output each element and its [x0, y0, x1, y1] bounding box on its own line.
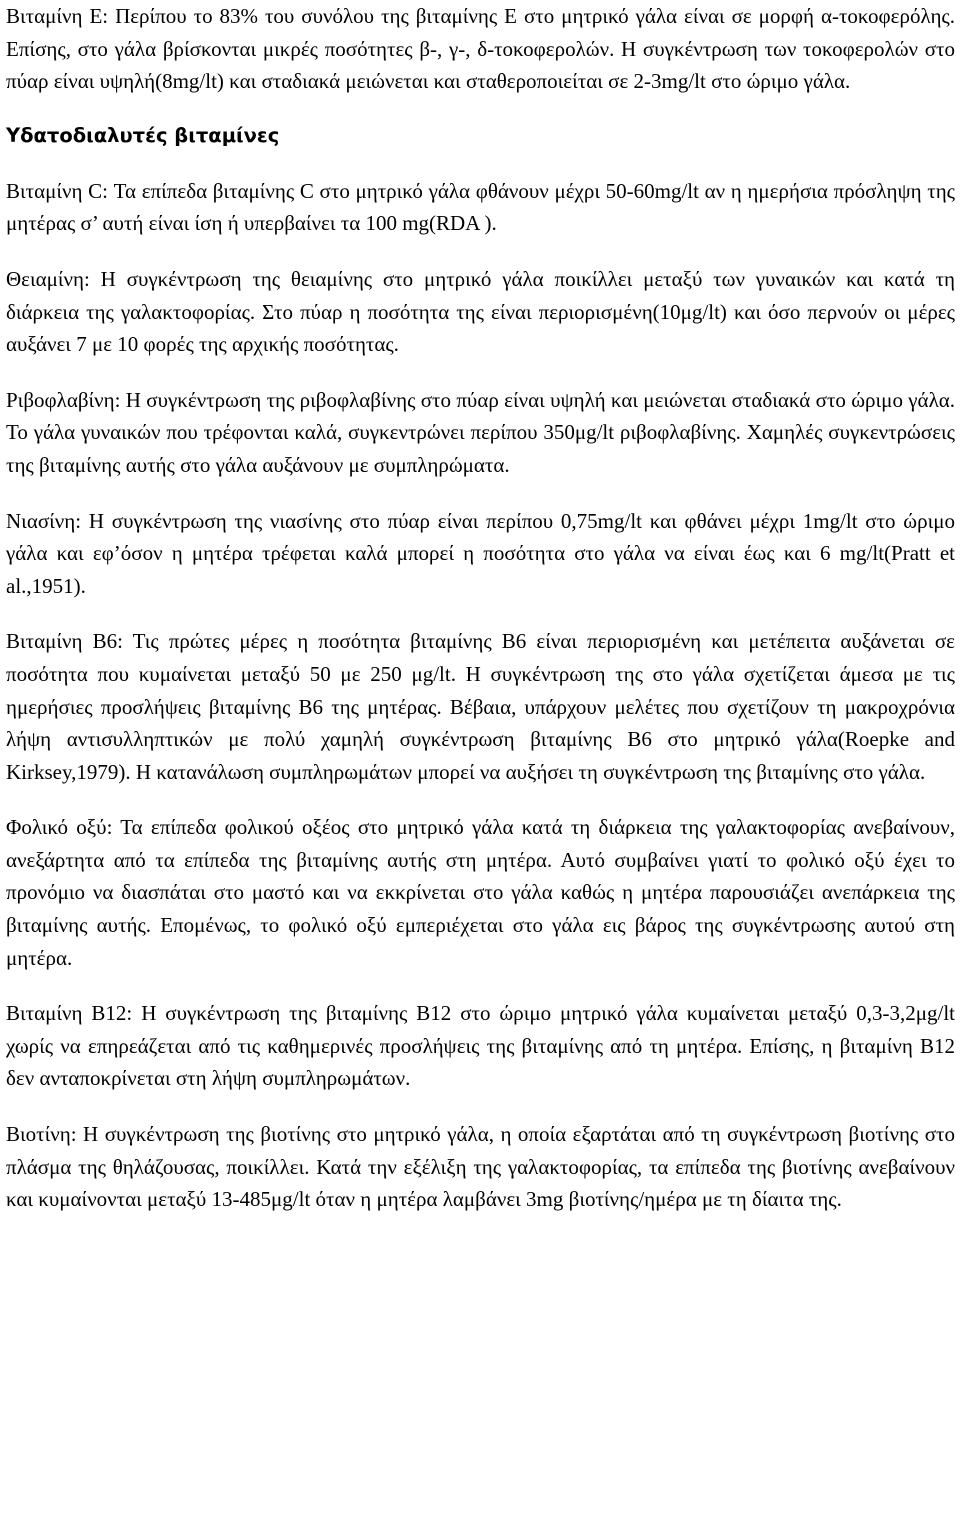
section-heading-water-soluble-vitamins: Υδατοδιαλυτές βιταμίνες: [6, 123, 280, 147]
paragraph-thiamine: Θειαμίνη: Η συγκέντρωση της θειαμίνης στο μητρικό γάλα ποικίλλει μεταξύ των γυναικών και κατά τη διάρκεια της γαλακτοφορίας. Στο πύαρ η ποσότητα της είναι περιορισμένη(10μg/lt) και όσο περνούν οι μέρες αυξάνει 7 με 10 φορές της αρχικής ποσότητας.: [6, 266, 955, 357]
paragraph-niacin: Νιασίνη: Η συγκέντρωση της νιασίνης στο πύαρ είναι περίπου 0,75mg/lt και φθάνει μέχρι 1mg/lt στο ώριμο γάλα και εφ’όσον η μητέρα τρέφεται καλά μπορεί η ποσότητα στο γάλα να είναι έως και 6 mg/lt(Pratt et al.,1951).: [6, 508, 955, 598]
paragraph-vitamin-b12: Βιταμίνη Β12: Η συγκέντρωση της βιταμίνης Β12 στο ώριμο μητρικό γάλα κυμαίνεται μεταξύ 0,3-3,2μg/lt χωρίς να επηρεάζεται από τις καθημερινές προσλήψεις της βιταμίνης από τη μητέρα. Επίσης, η βιταμίνη Β12 δεν ανταποκρίνεται στη λήψη συμπληρωμάτων.: [6, 1001, 955, 1091]
paragraph-folic-acid: Φολικό οξύ: Τα επίπεδα φολικού οξέος στο μητρικό γάλα κατά τη διάρκεια της γαλακτοφορίας ανεβαίνουν, ανεξάρτητα από τα επίπεδα της βιταμίνης αυτής στη μητέρα. Αυτό συμβαίνει γιατί το φολικό οξύ έχει το προνόμιο να διασπάται στο μαστό και να εκκρίνεται στο γάλα καθώς η μητέρα παρουσιάζει ανεπάρκεια της βιταμίνης αυτής. Επομένως, το φολικό οξύ εμπεριέχεται στο γάλα εις βάρος της συγκέντρωσης αυτού στη μητέρα.: [6, 815, 955, 970]
paragraph-riboflavin: Ριβοφλαβίνη: Η συγκέντρωση της ριβοφλαβίνης στο πύαρ είναι υψηλή και μειώνεται σταδιακά στο ώριμο γάλα. Το γάλα γυναικών που τρέφονται καλά, συγκεντρώνει περίπου 350μg/lt ριβοφλαβίνης. Χαμηλές συγκεντρώσεις της βιταμίνης αυτής στο γάλα αυξάνουν με συμπληρώματα.: [6, 387, 955, 477]
paragraph-vitamin-b6: Βιταμίνη Β6: Τις πρώτες μέρες η ποσότητα βιταμίνης Β6 είναι περιορισμένη και μετέπειτα αυξάνεται σε ποσότητα που κυμαίνεται μεταξύ 50 με 250 μg/lt. Η συγκέντρωση της στο γάλα σχετίζεται άμεσα με τις ημερήσιες προσλήψεις βιταμίνης Β6 της μητέρας. Βέβαια, υπάρχουν μελέτες που σχετίζουν τη μακροχρόνια λήψη αντισυλληπτικών με πολύ χαμηλή συγκέντρωση βιταμίνης Β6 στο μητρικό γάλα(Roepke and Kirksey,1979). Η κατανάλωση συμπληρωμάτων μπορεί να αυξήσει τη συγκέντρωση της βιταμίνης στο γάλα.: [6, 629, 955, 784]
paragraph-vitamin-c: Βιταμίνη C: Τα επίπεδα βιταμίνης C στο μητρικό γάλα φθάνουν μέχρι 50-60mg/lt αν η ημερήσια πρόσληψη της μητέρας σ’ αυτή είναι ίση ή υπερβαίνει τα 100 mg(RDA ).: [6, 178, 955, 236]
paragraph-biotin: Βιοτίνη: Η συγκέντρωση της βιοτίνης στο μητρικό γάλα, η οποία εξαρτάται από τη συγκέντρωση βιοτίνης στο πλάσμα της θηλάζουσας, ποικίλλει. Κατά την εξέλιξη της γαλακτοφορίας, τα επίπεδα της βιοτίνης ανεβαίνουν και κυμαίνονται μεταξύ 13-485μg/lt όταν η μητέρα λαμβάνει 3mg βιοτίνης/ημέρα με τη δίαιτα της.: [6, 1122, 955, 1212]
paragraph-vitamin-e: Βιταμίνη Ε: Περίπου το 83% του συνόλου της βιταμίνης Ε στο μητρικό γάλα είναι σε μορφή α-τοκοφερόλης. Επίσης, στο γάλα βρίσκονται μικρές ποσότητες β-, γ-, δ-τοκοφερολών. Η συγκέντρωση των τοκοφερολών στο πύαρ είναι υψηλή(8mg/lt) και σταδιακά μειώνεται και σταθεροποιείται σε 2-3mg/lt στο ώριμο γάλα.: [6, 4, 955, 94]
